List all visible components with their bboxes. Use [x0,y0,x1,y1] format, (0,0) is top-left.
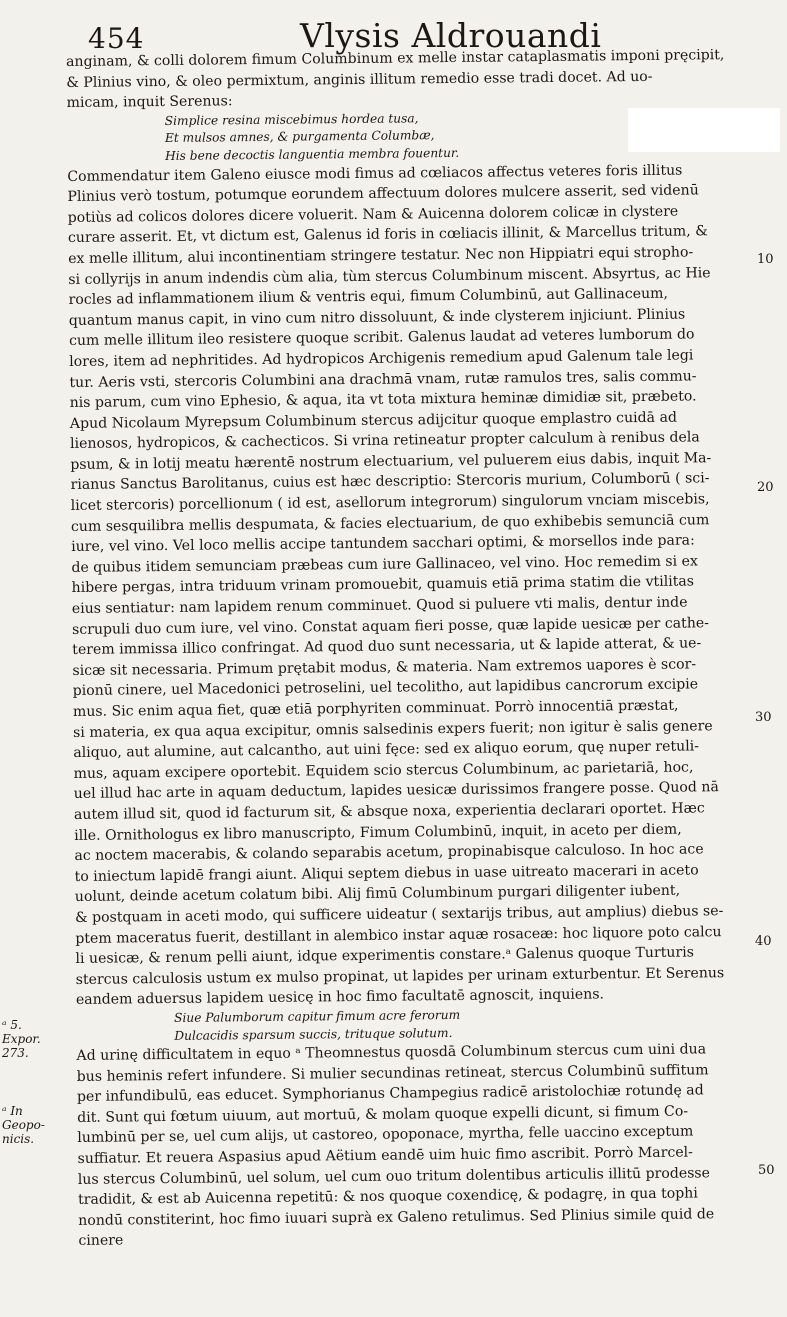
text-line: cum sesquilibra mellis despumata, & facies electuarium, de quo exhibebis semunciā cum [70,511,710,535]
text-line: Plinius verò tostum, potumque eorundem affectuum dolores mulcere asserit, sed videnū [67,182,699,206]
text-line: si materia, ex qua aqua excipitur, omnis salsedinis expers fuerit; non igitur è salis genere [73,717,713,741]
text-line: cinere [78,1232,124,1250]
margin-note-reference: ᵃ In Geopo- nicis. [2,1104,45,1146]
text-line: Ad urinę difficultatem in equo ᵃ Theomnestus quosdā Columbinum stercus cum uini dua [76,1041,707,1065]
text-line: anginam, & colli dolorem fimum Columbinum ex melle instar cataplasmatis imponi pręcipit, [66,47,725,70]
text-line: hibere pergas, intra triduum vrinam promouebit, quamuis etiā prima statim die vtilitas [71,573,695,597]
verse-line: Et mulsos amnes, & purgamenta Columbæ, [164,128,435,146]
text-line: terem immissa illico confringat. Ad quod duo sunt necessaria, ut & lapide atterat, & ue- [72,635,702,659]
page-number: 454 [88,22,145,55]
text-line: aliquo, aut alumine, aut calcantho, aut uini fęce: sed ex aliquo eorum, quę nuper retuli- [73,738,700,762]
text-line: micam, inquit Serenus: [66,93,233,112]
running-title: Vlysis Aldrouandi [300,16,602,55]
text-line: lus stercus Columbinū, uel solum, uel cum ouo tritum dolentibus articulis illitū prodesse [77,1164,711,1188]
text-line: suffiatur. Et reuera Aspasius apud Aëtium eandē uim huic fimo ascribit. Porrò Marcel- [77,1144,693,1168]
text-line: uolunt, deinde acetum colatum bibi. Alij fimū Columbinum purgari diligenter iubent, [74,882,681,906]
verse-line: Siue Palumborum capitur fimum acre ferorum [174,1007,461,1025]
paragraph [76,1039,778,1252]
text-line: quantum manus capit, in vino cum nitro dissoluunt, & inde clysterem injiciunt. Plinius [68,306,686,329]
verse-line: Dulcacidis sparsum succis, trituque solutum. [174,1025,453,1043]
text-line: ex melle illitum, alui incontinentiam stringere testatur. Nec non Hippiatri equi stropho- [68,244,694,267]
text-line: Commendatur item Galeno eiusce modi fimus ad cœliacos affectus veteres foris illitus [67,162,683,185]
verse-line: Simplice resina miscebimus hordea tusa, [164,111,419,128]
text-line: si collyrijs in anum indendis cùm alia, tùm stercus Columbinum miscent. Absyrtus, ac Hie [68,264,711,288]
text-line: pionū cinere, uel Macedonici petroselini, uel tecolitho, aut lapidibus cancrorum excipie [72,676,699,700]
text-line: scrupuli duo cum iure, vel vino. Constat aquam fieri posse, quæ lapide uesicæ per cathe- [71,614,710,638]
text-line: li uesicæ, & renum pelli aiunt, idque experimentis constare.ᵃ Galenus quoque Turturis [75,944,695,968]
text-line: stercus calculosis ustum ex mulso propinat, ut lapides per urinam exturbentur. Et Serenus [75,964,725,988]
text-line: rocles ad inflammationem ilium & ventris equi, fimum Columbinū, aut Gallinaceum, [68,285,669,309]
text-line: dit. Sunt qui fœtum uiuum, aut mortuū, & molam quoque expelli dicunt, si fimum Co- [77,1103,689,1126]
line-number-40: 40 [755,934,772,949]
text-line: rianus Sanctus Barolitanus, cuius est hæc descriptio: Stercoris murium, Columborū ( sci- [70,470,710,494]
text-line: licet stercoris) porcellionum ( id est, asellorum integrorum) singulorum vnciam miscebis, [70,491,710,515]
redaction-box [628,108,780,152]
paragraph [67,159,776,1011]
paragraph [66,45,767,114]
text-line: lumbinū per se, uel cum alijs, ut castoreo, opoponace, myrtha, felle uaccino exceptum [77,1123,694,1147]
verse-line: His bene decoctis languentia membra fouentur. [165,145,460,163]
text-line: Apud Nicolaum Myrepsum Columbinum stercus adijcitur quoque emplastro cuidā ad [69,409,678,432]
text-line: eandem aduersus lapidem uesicę in hoc fimo facultatē agnoscit, inquiens. [75,986,605,1009]
text-line: curare asserit. Et, vt dictum est, Galenus id foris in cœliacis illinit, & Marcellus tritum, & [67,223,708,247]
text-line: tur. Aeris vsti, stercoris Columbini ana drachmā vnam, rutæ ramulos tres, salis commu- [69,367,697,391]
text-line: mus, aquam excipere oportebit. Equidem scio stercus Columbinum, ac parietariā, hoc, [73,759,694,782]
text-line: de quibus itidem semunciam præbeas cum iure Gallinaceo, vel vino. Hoc remedim si ex [71,553,698,576]
text-line: & postquam in aceti modo, qui sufficere uideatur ( sextarijs tribus, aut amplius) diebus se- [74,903,724,926]
text-line: nondū constiterint, hoc fimo iuuari suprà ex Galeno retulimus. Sed Plinius simile quid de [78,1206,715,1229]
text-line: sicæ sit necessaria. Primum prętabit modus, & materia. Nam extremos uapores è scor- [72,656,697,679]
text-line: ac noctem macerabis, & colando separabis acetum, propinabisque calculoso. In hoc ace [74,841,704,865]
text-line: to iniectum lapidē frangi aiunt. Aliqui septem diebus in uase uitreato macerari in aceto [74,862,699,885]
line-number-20: 20 [757,480,774,495]
text-line: mus. Sic enim aqua fiet, quæ etiā porphyriten comminuat. Porrò innocentiā præstat, [72,697,679,720]
line-number-50: 50 [758,1163,775,1178]
margin-note-reference: ᵃ 5. Expor. 273. [2,1018,41,1060]
body-text [66,45,779,1252]
text-line: tradidit, & est ab Auicenna repetitū: & nos quoque coxendicę, & podagrę, in qua tophi [77,1185,698,1209]
text-line: potiùs ad colicos dolores dicere voluerit. Nam & Auicenna dolorem colicæ in clystere [67,203,679,226]
line-number-30: 30 [755,710,772,725]
text-line: psum, & in lotij meatu hærentē nostrum electuarium, vel puluerem eius dabis, inquit Ma- [70,450,712,473]
text-line: iure, vel vino. Vel loco mellis accipe tantundem sacchari optimi, & morsellos inde para: [71,532,695,556]
text-line: eius sentiatur: nam lapidem renum comminuet. Quod si puluere vti malis, dentur inde [71,594,688,618]
text-line: cum melle illitum ileo resistere quoque scribit. Galenus laudat ad veteres lumborum do [68,326,695,350]
text-line: bus heminis refert infundere. Si mulier secundinas retineat, stercus Columbinū suffitum [76,1062,709,1085]
text-line: ptem maceratus fuerit, destillant in alembico instar aquæ rosaceæ: hoc liquore poto calcu [75,923,722,947]
text-line: ille. Ornithologus ex libro manuscripto, Fimum Columbinū, inquit, in aceto per diem, [74,821,682,844]
text-line: per infundibulū, eas educet. Symphorianus Champegius radicē aristolochiæ rotundę ad [76,1082,704,1106]
text-line: uel illud hac arte in aquam deductum, lapides uesicæ durissimos frangere posse. Quod nā [73,779,719,803]
line-number-10: 10 [757,252,774,267]
text-line: & Plinius vino, & oleo permixtum, anginis illitum remedio esse tradi docet. Ad uo- [66,68,653,91]
text-line: nis parum, cum vino Ephesio, & aqua, ita vt tota mixtura heminæ dimidiæ sit, præbeto. [69,388,697,412]
text-line: lienosos, hydropicos, & cachecticos. Si vrina retineatur propter calculum à renibus dela [70,429,700,453]
text-line: autem illud sit, quod id facturum sit, & absque noxa, experientia declarari oportet. Hæc [73,800,705,823]
text-line: lores, item ad nephritides. Ad hydropicos Archigenis remedium apud Galenum tale legi [69,347,694,370]
